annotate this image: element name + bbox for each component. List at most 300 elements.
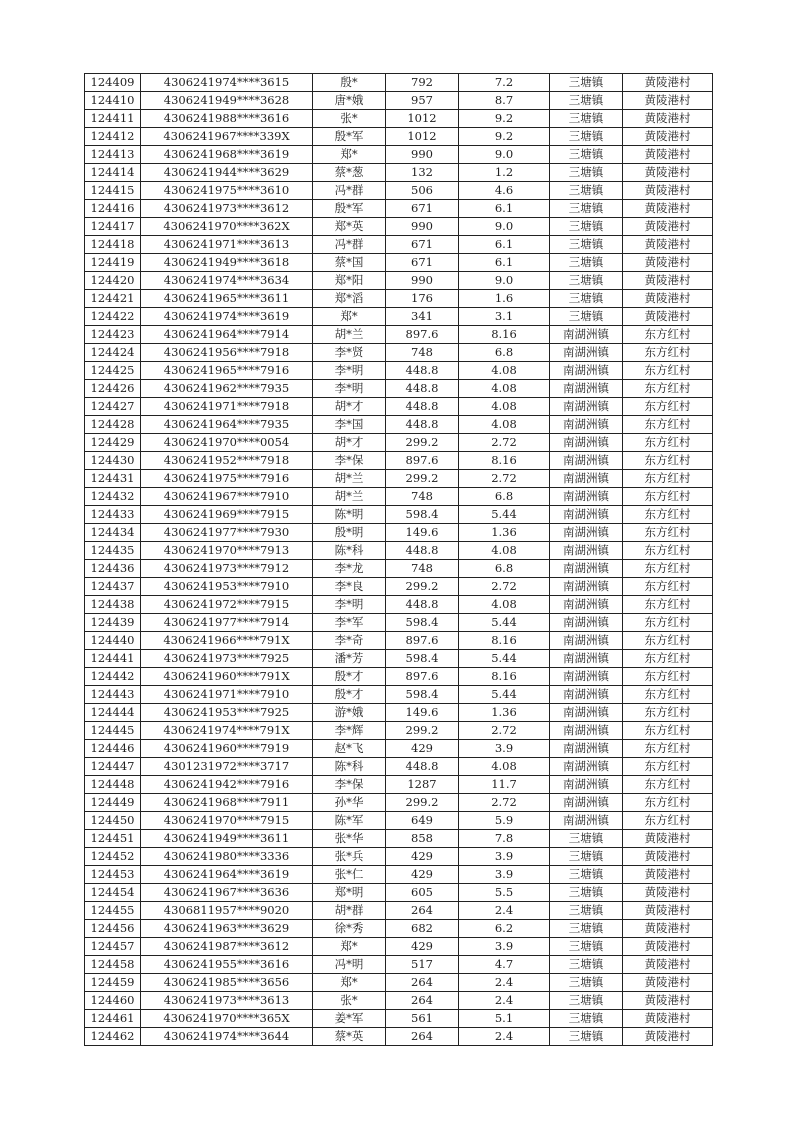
village-cell: 东方红村: [623, 812, 713, 830]
table-body: [85, 74, 713, 1046]
town-cell: 三塘镇: [550, 974, 623, 992]
village-cell: 东方红村: [623, 524, 713, 542]
id-number-cell: 4306241973****3613: [141, 992, 313, 1010]
town-cell: 南湖洲镇: [550, 758, 623, 776]
id-number-cell: 4306241953****7925: [141, 704, 313, 722]
id-number-cell: 4306241968****3619: [141, 146, 313, 164]
table-row: [85, 434, 713, 452]
table-row: [85, 722, 713, 740]
village-cell: 黄陵港村: [623, 938, 713, 956]
amount-cell: 517: [386, 956, 459, 974]
name-cell: 李*国: [313, 416, 386, 434]
amount-cell: 448.8: [386, 542, 459, 560]
quantity-cell: 8.16: [459, 632, 550, 650]
table-row: [85, 866, 713, 884]
village-cell: 黄陵港村: [623, 182, 713, 200]
town-cell: 南湖洲镇: [550, 776, 623, 794]
name-cell: 陈*军: [313, 812, 386, 830]
amount-cell: 598.4: [386, 650, 459, 668]
table-row: [85, 470, 713, 488]
amount-cell: 748: [386, 488, 459, 506]
name-cell: 张*兵: [313, 848, 386, 866]
village-cell: 东方红村: [623, 740, 713, 758]
quantity-cell: 5.44: [459, 506, 550, 524]
town-cell: 南湖洲镇: [550, 614, 623, 632]
quantity-cell: 9.0: [459, 146, 550, 164]
id-number-cell: 4301231972****3717: [141, 758, 313, 776]
serial-number-cell: 124447: [85, 758, 141, 776]
amount-cell: 990: [386, 218, 459, 236]
serial-number-cell: 124439: [85, 614, 141, 632]
table-row: [85, 578, 713, 596]
id-number-cell: 4306241970****7915: [141, 812, 313, 830]
name-cell: 李*保: [313, 776, 386, 794]
quantity-cell: 5.44: [459, 686, 550, 704]
id-number-cell: 4306241974****3615: [141, 74, 313, 92]
town-cell: 三塘镇: [550, 938, 623, 956]
serial-number-cell: 124441: [85, 650, 141, 668]
table-row: [85, 200, 713, 218]
name-cell: 赵*飞: [313, 740, 386, 758]
amount-cell: 448.8: [386, 380, 459, 398]
amount-cell: 671: [386, 236, 459, 254]
town-cell: 南湖洲镇: [550, 434, 623, 452]
town-cell: 南湖洲镇: [550, 524, 623, 542]
village-cell: 黄陵港村: [623, 146, 713, 164]
amount-cell: 448.8: [386, 596, 459, 614]
table-row: [85, 632, 713, 650]
town-cell: 南湖洲镇: [550, 686, 623, 704]
name-cell: 陈*科: [313, 758, 386, 776]
quantity-cell: 4.08: [459, 398, 550, 416]
amount-cell: 149.6: [386, 704, 459, 722]
serial-number-cell: 124410: [85, 92, 141, 110]
serial-number-cell: 124433: [85, 506, 141, 524]
town-cell: 三塘镇: [550, 866, 623, 884]
name-cell: 郑*: [313, 974, 386, 992]
town-cell: 南湖洲镇: [550, 380, 623, 398]
town-cell: 三塘镇: [550, 128, 623, 146]
amount-cell: 506: [386, 182, 459, 200]
id-number-cell: 4306241956****7918: [141, 344, 313, 362]
table-row: [85, 524, 713, 542]
amount-cell: 429: [386, 848, 459, 866]
name-cell: 胡*兰: [313, 470, 386, 488]
amount-cell: 299.2: [386, 470, 459, 488]
village-cell: 东方红村: [623, 398, 713, 416]
town-cell: 三塘镇: [550, 218, 623, 236]
serial-number-cell: 124443: [85, 686, 141, 704]
village-cell: 黄陵港村: [623, 74, 713, 92]
serial-number-cell: 124449: [85, 794, 141, 812]
table-row: [85, 650, 713, 668]
town-cell: 三塘镇: [550, 146, 623, 164]
quantity-cell: 4.08: [459, 542, 550, 560]
name-cell: 姜*军: [313, 1010, 386, 1028]
town-cell: 南湖洲镇: [550, 578, 623, 596]
name-cell: 胡*才: [313, 398, 386, 416]
town-cell: 南湖洲镇: [550, 452, 623, 470]
quantity-cell: 6.1: [459, 200, 550, 218]
table-row: [85, 920, 713, 938]
quantity-cell: 3.9: [459, 866, 550, 884]
id-number-cell: 4306241975****7916: [141, 470, 313, 488]
table-row: [85, 92, 713, 110]
serial-number-cell: 124442: [85, 668, 141, 686]
serial-number-cell: 124452: [85, 848, 141, 866]
id-number-cell: 4306241971****7918: [141, 398, 313, 416]
amount-cell: 605: [386, 884, 459, 902]
amount-cell: 264: [386, 1028, 459, 1046]
town-cell: 三塘镇: [550, 920, 623, 938]
name-cell: 李*辉: [313, 722, 386, 740]
name-cell: 李*奇: [313, 632, 386, 650]
town-cell: 三塘镇: [550, 200, 623, 218]
town-cell: 南湖洲镇: [550, 812, 623, 830]
table-row: [85, 902, 713, 920]
amount-cell: 561: [386, 1010, 459, 1028]
village-cell: 东方红村: [623, 380, 713, 398]
village-cell: 东方红村: [623, 452, 713, 470]
table-row: [85, 938, 713, 956]
table-row: [85, 686, 713, 704]
town-cell: 三塘镇: [550, 1028, 623, 1046]
table-row: [85, 128, 713, 146]
village-cell: 黄陵港村: [623, 992, 713, 1010]
village-cell: 东方红村: [623, 542, 713, 560]
serial-number-cell: 124454: [85, 884, 141, 902]
id-number-cell: 4306241975****3610: [141, 182, 313, 200]
quantity-cell: 6.1: [459, 236, 550, 254]
amount-cell: 299.2: [386, 794, 459, 812]
town-cell: 三塘镇: [550, 290, 623, 308]
serial-number-cell: 124417: [85, 218, 141, 236]
table-row: [85, 74, 713, 92]
amount-cell: 897.6: [386, 326, 459, 344]
serial-number-cell: 124460: [85, 992, 141, 1010]
amount-cell: 176: [386, 290, 459, 308]
quantity-cell: 2.4: [459, 992, 550, 1010]
id-number-cell: 4306241977****7930: [141, 524, 313, 542]
id-number-cell: 4306241969****7915: [141, 506, 313, 524]
amount-cell: 1012: [386, 128, 459, 146]
name-cell: 张*: [313, 992, 386, 1010]
name-cell: 冯*群: [313, 236, 386, 254]
serial-number-cell: 124432: [85, 488, 141, 506]
village-cell: 东方红村: [623, 578, 713, 596]
id-number-cell: 4306241968****7911: [141, 794, 313, 812]
quantity-cell: 4.7: [459, 956, 550, 974]
name-cell: 郑*: [313, 938, 386, 956]
serial-number-cell: 124445: [85, 722, 141, 740]
id-number-cell: 4306241965****7916: [141, 362, 313, 380]
name-cell: 唐*娥: [313, 92, 386, 110]
name-cell: 殷*: [313, 74, 386, 92]
amount-cell: 264: [386, 902, 459, 920]
serial-number-cell: 124457: [85, 938, 141, 956]
town-cell: 三塘镇: [550, 92, 623, 110]
id-number-cell: 4306241960****7919: [141, 740, 313, 758]
serial-number-cell: 124437: [85, 578, 141, 596]
quantity-cell: 1.6: [459, 290, 550, 308]
id-number-cell: 4306241964****7935: [141, 416, 313, 434]
id-number-cell: 4306241953****7910: [141, 578, 313, 596]
table-row: [85, 164, 713, 182]
id-number-cell: 4306241973****7925: [141, 650, 313, 668]
village-cell: 东方红村: [623, 668, 713, 686]
name-cell: 殷*才: [313, 668, 386, 686]
serial-number-cell: 124440: [85, 632, 141, 650]
table-row: [85, 182, 713, 200]
id-number-cell: 4306241970****0054: [141, 434, 313, 452]
name-cell: 孙*华: [313, 794, 386, 812]
id-number-cell: 4306241952****7918: [141, 452, 313, 470]
serial-number-cell: 124409: [85, 74, 141, 92]
village-cell: 东方红村: [623, 758, 713, 776]
quantity-cell: 5.44: [459, 650, 550, 668]
serial-number-cell: 124434: [85, 524, 141, 542]
town-cell: 三塘镇: [550, 848, 623, 866]
quantity-cell: 8.7: [459, 92, 550, 110]
amount-cell: 429: [386, 938, 459, 956]
village-cell: 黄陵港村: [623, 272, 713, 290]
id-number-cell: 4306241977****7914: [141, 614, 313, 632]
table-row: [85, 506, 713, 524]
quantity-cell: 6.8: [459, 560, 550, 578]
name-cell: 张*华: [313, 830, 386, 848]
quantity-cell: 4.08: [459, 416, 550, 434]
village-cell: 黄陵港村: [623, 110, 713, 128]
id-number-cell: 4306241967****7910: [141, 488, 313, 506]
town-cell: 三塘镇: [550, 902, 623, 920]
amount-cell: 990: [386, 146, 459, 164]
table-row: [85, 884, 713, 902]
id-number-cell: 4306241960****791X: [141, 668, 313, 686]
id-number-cell: 4306241962****7935: [141, 380, 313, 398]
table-row: [85, 110, 713, 128]
amount-cell: 990: [386, 272, 459, 290]
amount-cell: 299.2: [386, 722, 459, 740]
table-row: [85, 326, 713, 344]
serial-number-cell: 124444: [85, 704, 141, 722]
name-cell: 李*保: [313, 452, 386, 470]
table-row: [85, 992, 713, 1010]
village-cell: 东方红村: [623, 560, 713, 578]
quantity-cell: 4.08: [459, 380, 550, 398]
village-cell: 东方红村: [623, 506, 713, 524]
table-row: [85, 596, 713, 614]
name-cell: 徐*秀: [313, 920, 386, 938]
amount-cell: 429: [386, 866, 459, 884]
village-cell: 东方红村: [623, 344, 713, 362]
table-row: [85, 614, 713, 632]
village-cell: 东方红村: [623, 686, 713, 704]
name-cell: 胡*才: [313, 434, 386, 452]
village-cell: 东方红村: [623, 326, 713, 344]
amount-cell: 671: [386, 254, 459, 272]
table-row: [85, 542, 713, 560]
serial-number-cell: 124416: [85, 200, 141, 218]
amount-cell: 748: [386, 344, 459, 362]
village-cell: 黄陵港村: [623, 164, 713, 182]
serial-number-cell: 124423: [85, 326, 141, 344]
id-number-cell: 4306241980****3336: [141, 848, 313, 866]
village-cell: 东方红村: [623, 434, 713, 452]
id-number-cell: 4306241974****3619: [141, 308, 313, 326]
village-cell: 黄陵港村: [623, 866, 713, 884]
quantity-cell: 4.08: [459, 362, 550, 380]
id-number-cell: 4306241963****3629: [141, 920, 313, 938]
village-cell: 黄陵港村: [623, 92, 713, 110]
quantity-cell: 2.72: [459, 794, 550, 812]
quantity-cell: 9.0: [459, 272, 550, 290]
town-cell: 南湖洲镇: [550, 362, 623, 380]
id-number-cell: 4306241967****3636: [141, 884, 313, 902]
serial-number-cell: 124430: [85, 452, 141, 470]
amount-cell: 598.4: [386, 506, 459, 524]
town-cell: 南湖洲镇: [550, 740, 623, 758]
quantity-cell: 8.16: [459, 668, 550, 686]
id-number-cell: 4306241944****3629: [141, 164, 313, 182]
serial-number-cell: 124414: [85, 164, 141, 182]
table-row: [85, 956, 713, 974]
town-cell: 南湖洲镇: [550, 722, 623, 740]
name-cell: 李*明: [313, 596, 386, 614]
serial-number-cell: 124459: [85, 974, 141, 992]
quantity-cell: 3.9: [459, 740, 550, 758]
quantity-cell: 5.5: [459, 884, 550, 902]
table-row: [85, 1010, 713, 1028]
town-cell: 南湖洲镇: [550, 632, 623, 650]
name-cell: 殷*才: [313, 686, 386, 704]
amount-cell: 448.8: [386, 758, 459, 776]
serial-number-cell: 124462: [85, 1028, 141, 1046]
town-cell: 三塘镇: [550, 164, 623, 182]
town-cell: 南湖洲镇: [550, 794, 623, 812]
quantity-cell: 2.72: [459, 434, 550, 452]
village-cell: 黄陵港村: [623, 884, 713, 902]
quantity-cell: 2.4: [459, 1028, 550, 1046]
table-row: [85, 416, 713, 434]
name-cell: 陈*科: [313, 542, 386, 560]
id-number-cell: 4306241974****3634: [141, 272, 313, 290]
quantity-cell: 9.0: [459, 218, 550, 236]
table-row: [85, 830, 713, 848]
amount-cell: 897.6: [386, 668, 459, 686]
amount-cell: 858: [386, 830, 459, 848]
name-cell: 游*娥: [313, 704, 386, 722]
town-cell: 南湖洲镇: [550, 488, 623, 506]
town-cell: 三塘镇: [550, 236, 623, 254]
quantity-cell: 4.6: [459, 182, 550, 200]
village-cell: 黄陵港村: [623, 974, 713, 992]
name-cell: 李*良: [313, 578, 386, 596]
serial-number-cell: 124427: [85, 398, 141, 416]
village-cell: 东方红村: [623, 776, 713, 794]
name-cell: 蔡*英: [313, 1028, 386, 1046]
name-cell: 冯*群: [313, 182, 386, 200]
serial-number-cell: 124415: [85, 182, 141, 200]
name-cell: 殷*明: [313, 524, 386, 542]
serial-number-cell: 124429: [85, 434, 141, 452]
amount-cell: 897.6: [386, 632, 459, 650]
name-cell: 李*军: [313, 614, 386, 632]
village-cell: 黄陵港村: [623, 254, 713, 272]
village-cell: 黄陵港村: [623, 830, 713, 848]
quantity-cell: 5.9: [459, 812, 550, 830]
name-cell: 蔡*葱: [313, 164, 386, 182]
quantity-cell: 6.8: [459, 488, 550, 506]
table-row: [85, 740, 713, 758]
name-cell: 郑*英: [313, 218, 386, 236]
serial-number-cell: 124451: [85, 830, 141, 848]
village-cell: 东方红村: [623, 650, 713, 668]
quantity-cell: 7.8: [459, 830, 550, 848]
town-cell: 南湖洲镇: [550, 398, 623, 416]
quantity-cell: 1.36: [459, 704, 550, 722]
id-number-cell: 4306241985****3656: [141, 974, 313, 992]
id-number-cell: 4306241974****791X: [141, 722, 313, 740]
table-row: [85, 380, 713, 398]
quantity-cell: 8.16: [459, 326, 550, 344]
serial-number-cell: 124426: [85, 380, 141, 398]
town-cell: 三塘镇: [550, 992, 623, 1010]
serial-number-cell: 124419: [85, 254, 141, 272]
quantity-cell: 5.44: [459, 614, 550, 632]
table-row: [85, 974, 713, 992]
id-number-cell: 4306241971****7910: [141, 686, 313, 704]
table-row: [85, 362, 713, 380]
amount-cell: 299.2: [386, 578, 459, 596]
name-cell: 李*龙: [313, 560, 386, 578]
name-cell: 张*仁: [313, 866, 386, 884]
name-cell: 郑*: [313, 308, 386, 326]
village-cell: 东方红村: [623, 614, 713, 632]
town-cell: 南湖洲镇: [550, 506, 623, 524]
table-row: [85, 560, 713, 578]
table-row: [85, 776, 713, 794]
town-cell: 南湖洲镇: [550, 470, 623, 488]
quantity-cell: 2.4: [459, 974, 550, 992]
table-row: [85, 848, 713, 866]
serial-number-cell: 124425: [85, 362, 141, 380]
amount-cell: 649: [386, 812, 459, 830]
serial-number-cell: 124436: [85, 560, 141, 578]
amount-cell: 429: [386, 740, 459, 758]
serial-number-cell: 124435: [85, 542, 141, 560]
village-cell: 东方红村: [623, 722, 713, 740]
village-cell: 黄陵港村: [623, 290, 713, 308]
village-cell: 黄陵港村: [623, 848, 713, 866]
quantity-cell: 4.08: [459, 596, 550, 614]
table-row: [85, 758, 713, 776]
serial-number-cell: 124413: [85, 146, 141, 164]
id-number-cell: 4306241970****7913: [141, 542, 313, 560]
id-number-cell: 4306241974****3644: [141, 1028, 313, 1046]
id-number-cell: 4306241970****365X: [141, 1010, 313, 1028]
amount-cell: 149.6: [386, 524, 459, 542]
serial-number-cell: 124424: [85, 344, 141, 362]
id-number-cell: 4306241966****791X: [141, 632, 313, 650]
name-cell: 陈*明: [313, 506, 386, 524]
village-cell: 东方红村: [623, 416, 713, 434]
table-row: [85, 146, 713, 164]
id-number-cell: 4306241955****3616: [141, 956, 313, 974]
name-cell: 冯*明: [313, 956, 386, 974]
name-cell: 胡*群: [313, 902, 386, 920]
serial-number-cell: 124450: [85, 812, 141, 830]
table-row: [85, 254, 713, 272]
